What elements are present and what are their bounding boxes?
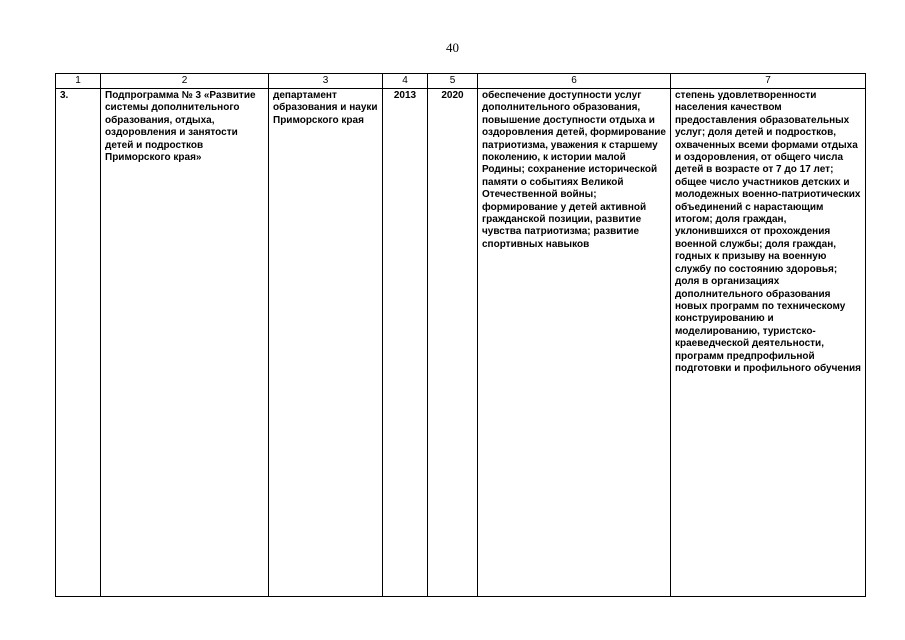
goals: обеспечение доступности услуг дополнительного образования, повышение доступности отдыха и оздоровления детей, формирование патриотизма, уважения к старшему поколению, к истории малой Родины; сохранение исторической памяти о событиях Великой Отечественной войны; формирование у детей активной гражданской позиции, развитие чувства патриотизма; развитие спортивных навыков xyxy=(478,89,671,597)
header-row xyxy=(56,74,866,89)
table-row xyxy=(56,89,866,597)
header-col-1: 1 xyxy=(56,74,101,89)
start-year: 2013 xyxy=(383,89,428,597)
program-table xyxy=(55,73,866,597)
header-col-5: 5 xyxy=(428,74,478,89)
page-number: 40 xyxy=(446,40,459,55)
end-year: 2020 xyxy=(428,89,478,597)
header-col-7: 7 xyxy=(671,74,866,89)
header-col-4: 4 xyxy=(383,74,428,89)
header-col-6: 6 xyxy=(478,74,671,89)
executor: департамент образования и науки Приморского края xyxy=(269,89,383,597)
row-number: 3. xyxy=(56,89,101,597)
header-col-2: 2 xyxy=(101,74,269,89)
header-col-3: 3 xyxy=(269,74,383,89)
indicators: степень удовлетворенности населения качеством предоставления образовательных услуг; доля детей и подростков, охваченных всеми формами отдыха и оздоровления, от общего числа детей в возрасте от 7 до 17 лет; общее число участников детских и молодежных военно-патриотических объединений с нарастающим итогом; доля граждан, уклонившихся от прохождения военной службы; доля граждан, годных к призыву на военную службу по состоянию здоровья; доля в организациях дополнительного образования новых программ по техническому конструированию и моделированию, туристско-краеведческой деятельности, программ предпрофильной подготовки и профильного обучения xyxy=(671,89,866,597)
subprogram-name: Подпрограмма № 3 «Развитие системы дополнительного образования, отдыха, оздоровления и занятости детей и подростков Приморского края» xyxy=(101,89,269,597)
